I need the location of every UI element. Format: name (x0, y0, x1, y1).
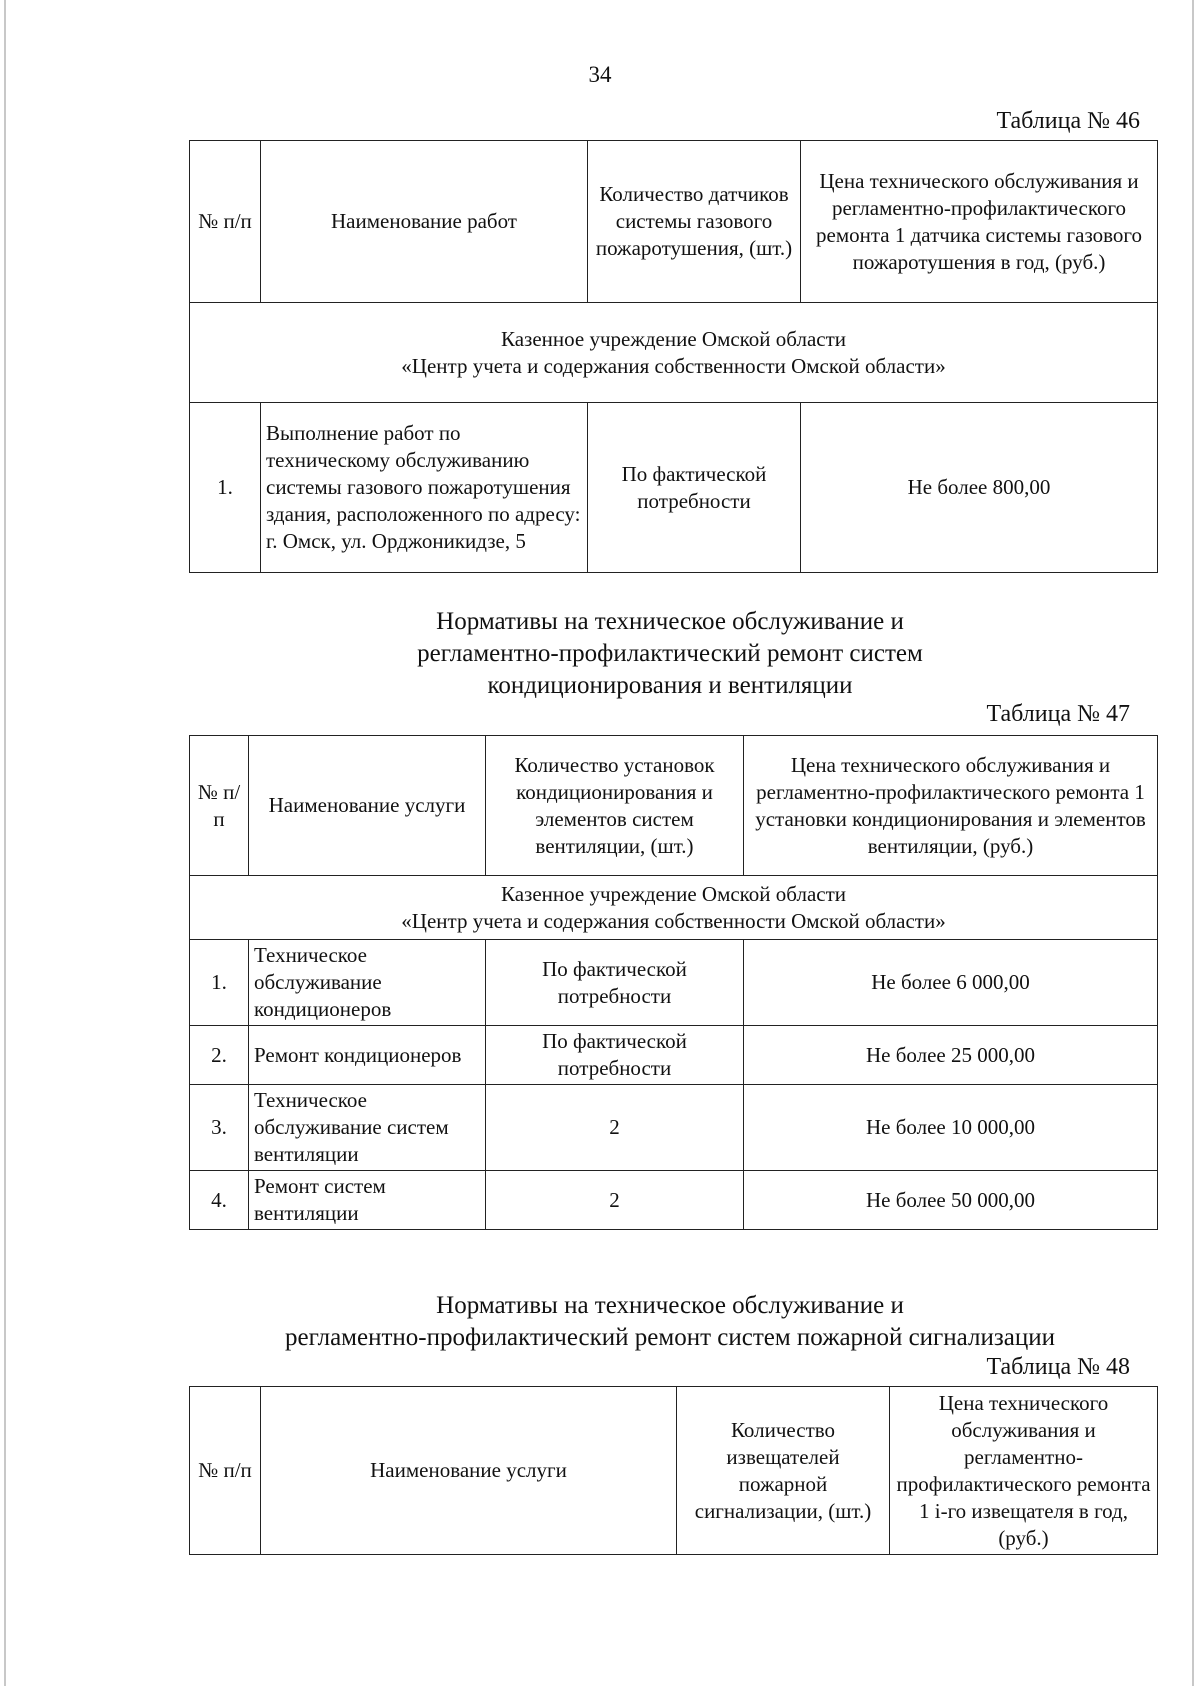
table-47 (189, 735, 1158, 1230)
row-num: 4. (190, 1171, 249, 1230)
row-name: Техническое обслуживание кондиционеров (249, 940, 486, 1026)
table-46-header-row (190, 141, 1158, 303)
heading-48-line2: регламентно-профилактический ремонт систем пожарной сигнализации (285, 1324, 1055, 1351)
table-48-header-num: № п/п (190, 1387, 261, 1555)
table-48-header-row (190, 1387, 1158, 1555)
table-47-header-num: № п/п (190, 736, 249, 876)
section-heading-48 (190, 1290, 1150, 1354)
table-46 (189, 140, 1158, 573)
table-46-org-line2: «Центр учета и содержания собственности Омской области» (401, 353, 946, 378)
row-price: Не более 10 000,00 (744, 1085, 1158, 1171)
row-qty: По фактической потребности (486, 1026, 744, 1085)
table-46-header-num: № п/п (190, 141, 261, 303)
row-price: Не более 6 000,00 (744, 940, 1158, 1026)
table-47-header-qty: Количество установок кондиционирования и элементов систем вентиляции, (шт.) (486, 736, 744, 876)
table-46-org-cell (190, 303, 1158, 403)
table-row (190, 1026, 1158, 1085)
row-price: Не более 25 000,00 (744, 1026, 1158, 1085)
table-48-header-name: Наименование услуги (261, 1387, 677, 1555)
table-47-label: Таблица № 47 (986, 701, 1130, 727)
row-name: Техническое обслуживание систем вентиляции (249, 1085, 486, 1171)
row-num: 1. (190, 403, 261, 573)
row-num: 3. (190, 1085, 249, 1171)
heading-48-line1: Нормативы на техническое обслуживание и (436, 1292, 904, 1319)
table-47-org-line2: «Центр учета и содержания собственности Омской области» (401, 908, 946, 933)
table-row (190, 1171, 1158, 1230)
table-46-header-qty: Количество датчиков системы газового пожаротушения, (шт.) (588, 141, 801, 303)
row-name: Ремонт кондиционеров (249, 1026, 486, 1085)
table-46-label: Таблица № 46 (996, 108, 1140, 134)
row-name: Выполнение работ по техническому обслуживанию системы газового пожаротушения здания, расположенного по адресу: г. Омск, ул. Орджоникидзе, 5 (261, 403, 588, 573)
row-num: 2. (190, 1026, 249, 1085)
row-price: Не более 50 000,00 (744, 1171, 1158, 1230)
heading-47-line3: кондиционирования и вентиляции (487, 672, 853, 699)
table-47-header-row (190, 736, 1158, 876)
row-price: Не более 800,00 (801, 403, 1158, 573)
section-heading-47 (190, 606, 1150, 702)
table-47-header-name: Наименование услуги (249, 736, 486, 876)
table-46-org-row (190, 303, 1158, 403)
table-46-header-price: Цена технического обслуживания и регламентно-профилактического ремонта 1 датчика системы газового пожаротушения в год, (руб.) (801, 141, 1158, 303)
table-row (190, 940, 1158, 1026)
table-47-org-row (190, 876, 1158, 940)
row-qty: 2 (486, 1171, 744, 1230)
heading-47-line1: Нормативы на техническое обслуживание и (436, 608, 904, 635)
table-row (190, 1085, 1158, 1171)
table-48-header-price: Цена технического обслуживания и регламентно-профилактического ремонта 1 i-го извещателя в год, (руб.) (890, 1387, 1158, 1555)
table-48-label: Таблица № 48 (986, 1354, 1130, 1380)
table-46-org-line1: Казенное учреждение Омской области (500, 326, 846, 351)
scan-edge-right (1192, 0, 1194, 1686)
page-number: 34 (588, 62, 612, 87)
table-47-org-cell (190, 876, 1158, 940)
table-47-org-line1: Казенное учреждение Омской области (500, 881, 846, 906)
table-row (190, 403, 1158, 573)
heading-47-line2: регламентно-профилактический ремонт систем (417, 640, 923, 667)
table-47-header-price: Цена технического обслуживания и регламентно-профилактического ремонта 1 установки кондиционирования и элементов вентиляции, (руб.) (744, 736, 1158, 876)
scan-edge-left (4, 0, 6, 1686)
table-46-header-name: Наименование работ (261, 141, 588, 303)
table-48-header-qty: Количество извещателей пожарной сигнализации, (шт.) (677, 1387, 890, 1555)
row-num: 1. (190, 940, 249, 1026)
row-qty: По фактической потребности (486, 940, 744, 1026)
table-48 (189, 1386, 1158, 1555)
row-name: Ремонт систем вентиляции (249, 1171, 486, 1230)
row-qty: По фактической потребности (588, 403, 801, 573)
row-qty: 2 (486, 1085, 744, 1171)
